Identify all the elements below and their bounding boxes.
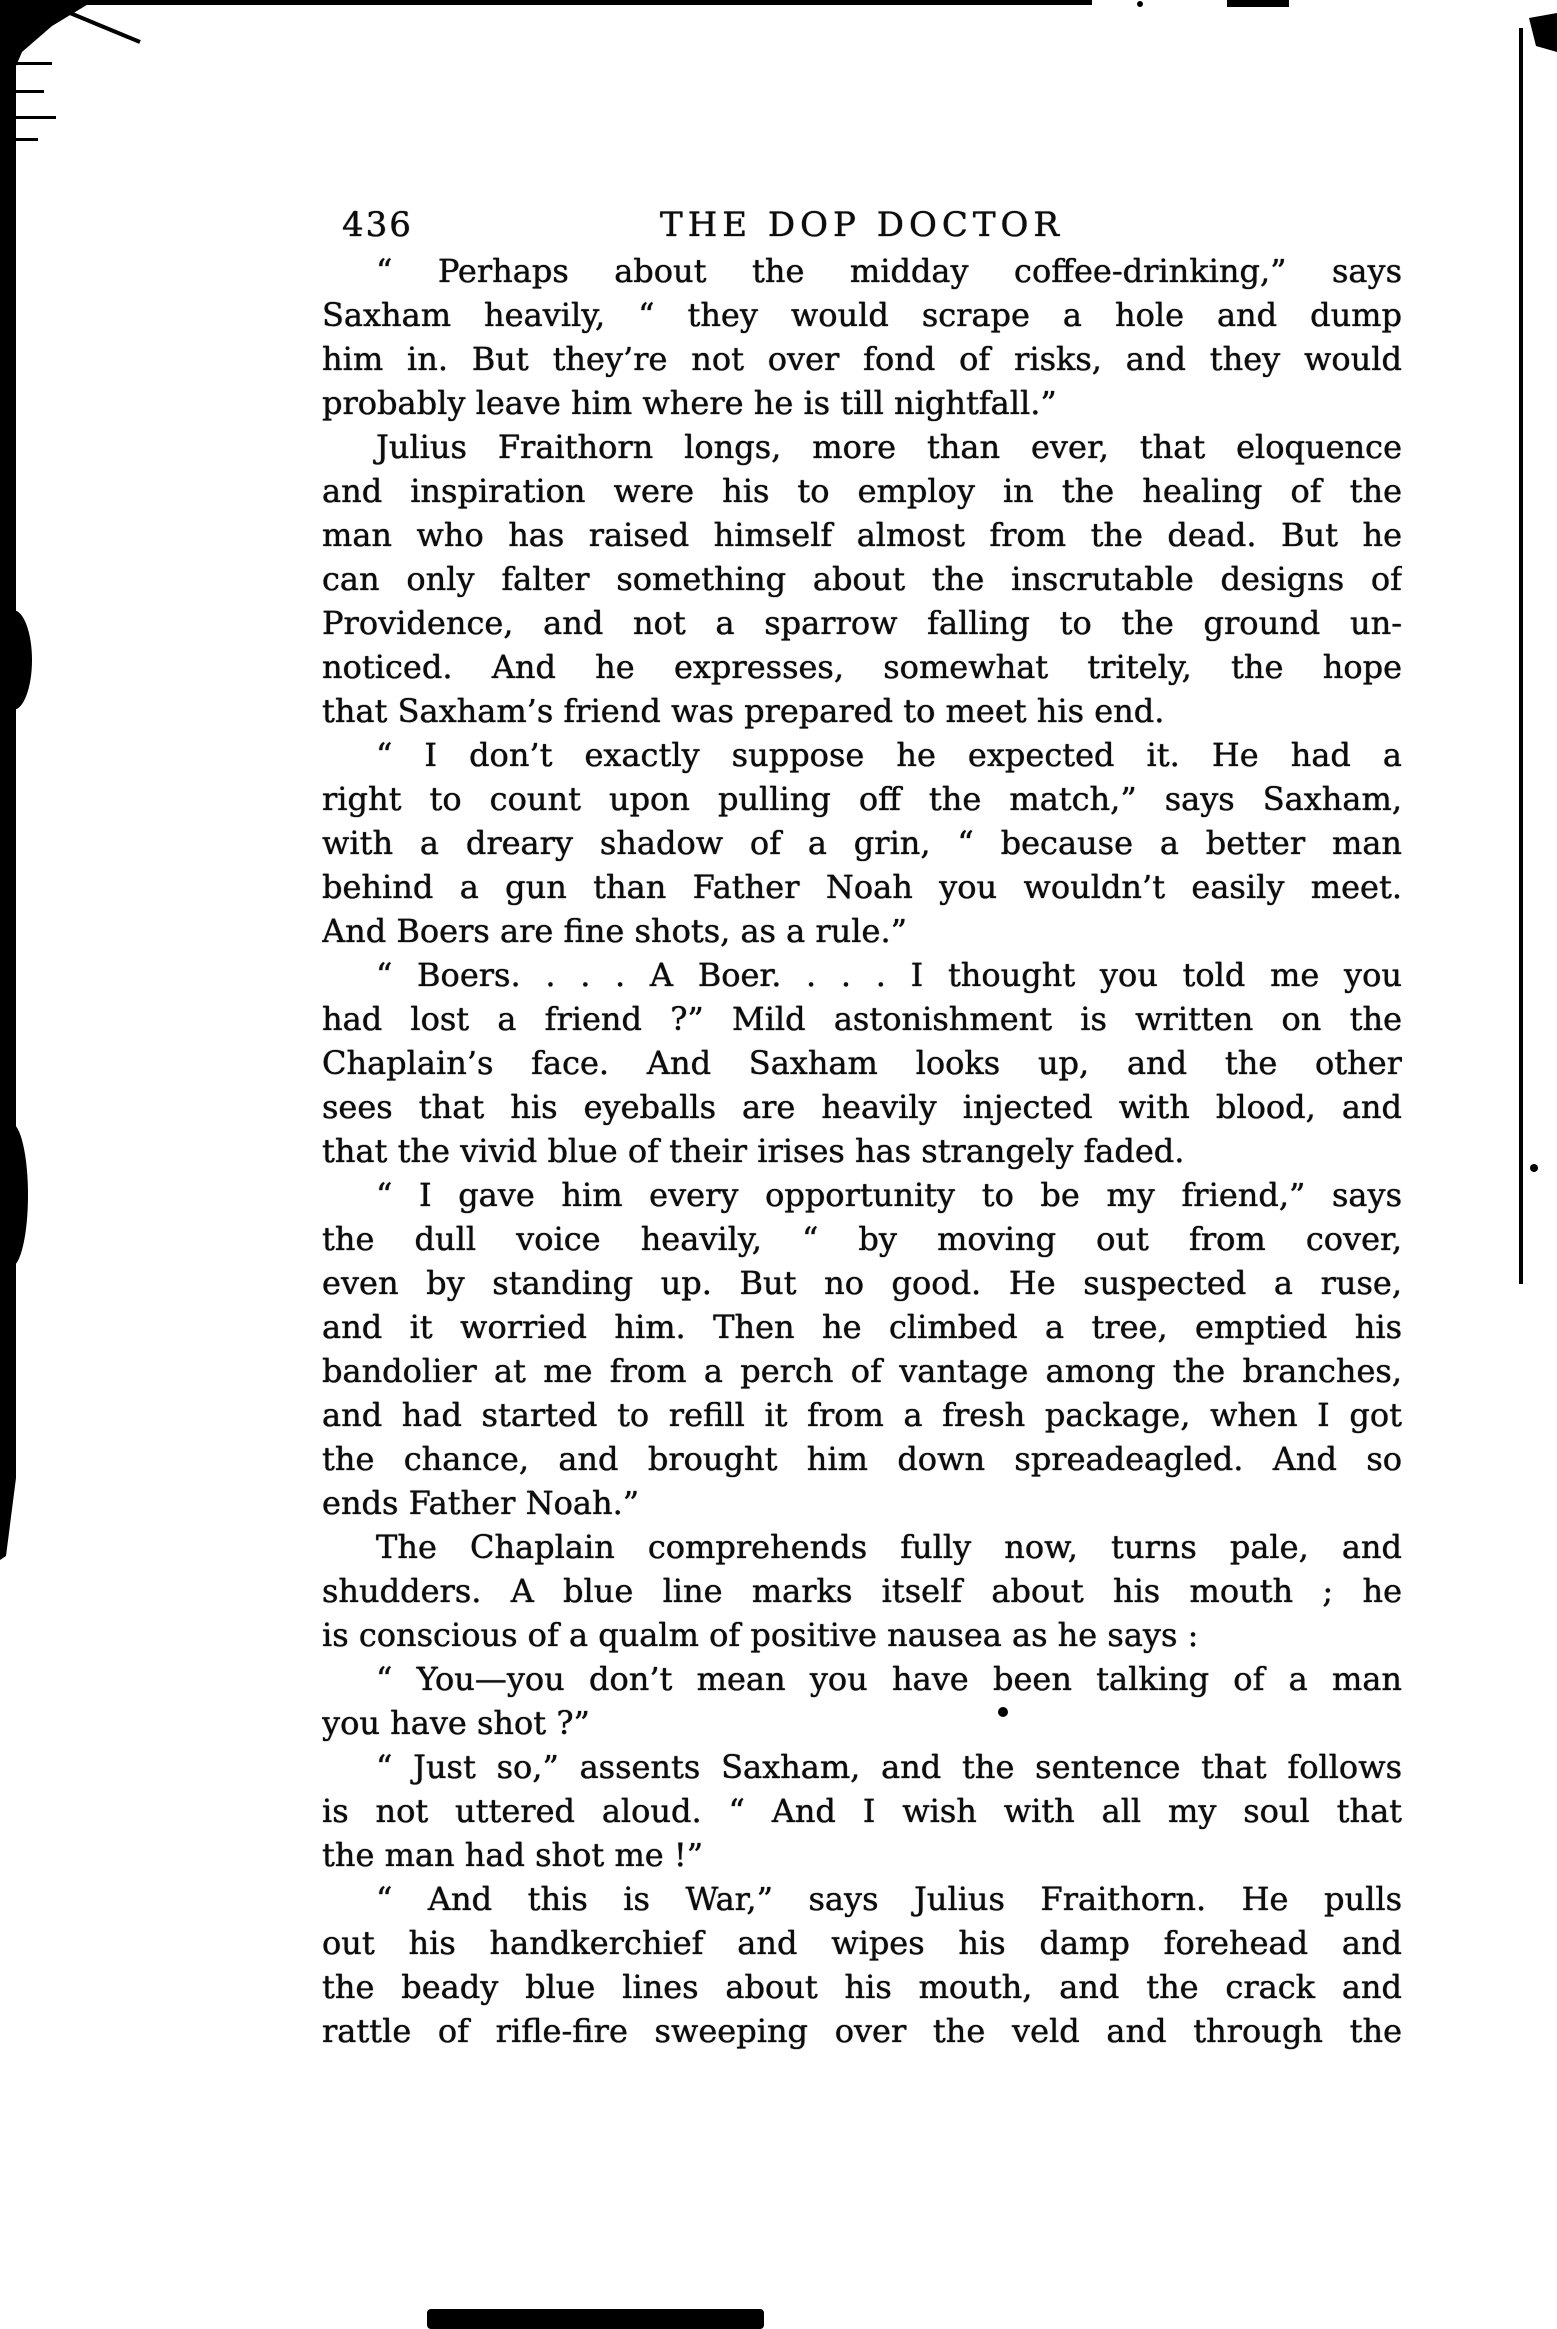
text-line: that Saxham’s friend was prepared to meet his end. (322, 692, 1165, 730)
text-line: the dull voice heavily, “ by moving out from cover, (322, 1220, 1402, 1258)
paragraph (322, 1745, 1402, 1877)
running-title: THE DOP DOCTOR (659, 205, 1065, 245)
text-line: “ Boers. . . . A Boer. . . . I thought you told me you (376, 956, 1402, 994)
scan-streak-diagonal (58, 8, 140, 42)
text-line: Providence, and not a sparrow falling to the ground un- (322, 604, 1402, 642)
text-line: behind a gun than Father Noah you wouldn’t easily meet. (322, 868, 1402, 906)
scan-mark-top-right-segment (1227, 0, 1289, 7)
page-number: 436 (342, 205, 413, 245)
text-line: “ And this is War,” says Julius Fraithorn. He pulls (376, 1880, 1402, 1918)
text-line: you have shot ?” (322, 1704, 590, 1742)
text-line: the man had shot me !” (322, 1836, 704, 1874)
text-line: can only falter something about the inscrutable designs of (322, 560, 1402, 598)
text-line: Chaplain’s face. And Saxham looks up, and the other (322, 1044, 1402, 1082)
text-line: man who has raised himself almost from the dead. But he (322, 516, 1402, 554)
scan-blob-top-left (0, 0, 95, 96)
text-line: and inspiration were his to employ in the healing of the (322, 472, 1402, 510)
text-line: that the vivid blue of their irises has strangely faded. (322, 1132, 1185, 1170)
text-line: “ I don’t exactly suppose he expected it. He had a (376, 736, 1402, 774)
paragraph (322, 953, 1402, 1173)
text-line: noticed. And he expresses, somewhat tritely, the hope (322, 648, 1402, 686)
text-line: the beady blue lines about his mouth, and the crack and (322, 1968, 1402, 2006)
paragraph (322, 1525, 1402, 1657)
text-line: had lost a friend ?” Mild astonishment is written on the (322, 1000, 1402, 1038)
text-line: with a dreary shadow of a grin, “ because a better man (322, 824, 1402, 862)
text-line: the chance, and brought him down spreadeagled. And so (322, 1440, 1402, 1478)
text-line: probably leave him where he is till nightfall.” (322, 384, 1057, 422)
scan-streak-2 (0, 90, 44, 93)
text-line: is not uttered aloud. “ And I wish with all my soul that (322, 1792, 1402, 1830)
text-line: Julius Fraithorn longs, more than ever, that eloquence (376, 428, 1402, 466)
body-text (322, 249, 1402, 2053)
text-line: Saxham heavily, “ they would scrape a hole and dump (322, 296, 1402, 334)
scan-edge-left-band (0, 0, 16, 1478)
scan-bar-bottom (427, 2309, 764, 2329)
scan-streak-3 (0, 116, 56, 119)
scan-edge-right-line (1519, 28, 1523, 1284)
scan-edge-top (0, 0, 1092, 5)
text-line: ends Father Noah.” (322, 1484, 640, 1522)
text-line: bandolier at me from a perch of vantage among the branches, (322, 1352, 1402, 1390)
text-line: rattle of rifle-fire sweeping over the veld and through the (322, 2012, 1402, 2050)
text-line: right to count upon pulling off the match,” says Saxham, (322, 780, 1402, 818)
paragraph (322, 1657, 1402, 1745)
text-line: “ You—you don’t mean you have been talking of a man (376, 1660, 1402, 1698)
text-line: even by standing up. But no good. He suspected a ruse, (322, 1264, 1402, 1302)
scan-streak-1 (0, 62, 52, 65)
text-line: The Chaplain comprehends fully now, turns pale, and (376, 1528, 1402, 1566)
text-line: shudders. A blue line marks itself about his mouth ; he (322, 1572, 1402, 1610)
text-line: is conscious of a qualm of positive nausea as he says : (322, 1616, 1199, 1654)
paragraph (322, 733, 1402, 953)
paragraph (322, 1877, 1402, 2053)
text-line: and had started to refill it from a fresh package, when I got (322, 1396, 1402, 1434)
scan-taper-left (0, 1478, 16, 1560)
text-line: out his handkerchief and wipes his damp forehead and (322, 1924, 1402, 1962)
scan-speck-top (1137, 1, 1143, 7)
paragraph (322, 425, 1402, 733)
text-line: And Boers are fine shots, as a rule.” (322, 912, 907, 950)
text-line: “ Perhaps about the midday coffee-drinking,” says (376, 252, 1402, 290)
scan-bump-left-2 (0, 1123, 28, 1267)
text-line: “ I gave him every opportunity to be my friend,” says (376, 1176, 1402, 1214)
scan-streak-4 (0, 138, 38, 141)
page-header (322, 203, 1402, 247)
paragraph (322, 1173, 1402, 1525)
paragraph (322, 249, 1402, 425)
text-line: sees that his eyeballs are heavily injected with blood, and (322, 1088, 1402, 1126)
scan-wedge-top-right (1529, 13, 1557, 52)
scan-bump-left-1 (0, 610, 32, 710)
text-line: “ Just so,” assents Saxham, and the sentence that follows (376, 1748, 1402, 1786)
text-line: him in. But they’re not over fond of risks, and they would (322, 340, 1402, 378)
scan-speck-right (1530, 1164, 1538, 1172)
text-line: and it worried him. Then he climbed a tree, emptied his (322, 1308, 1402, 1346)
